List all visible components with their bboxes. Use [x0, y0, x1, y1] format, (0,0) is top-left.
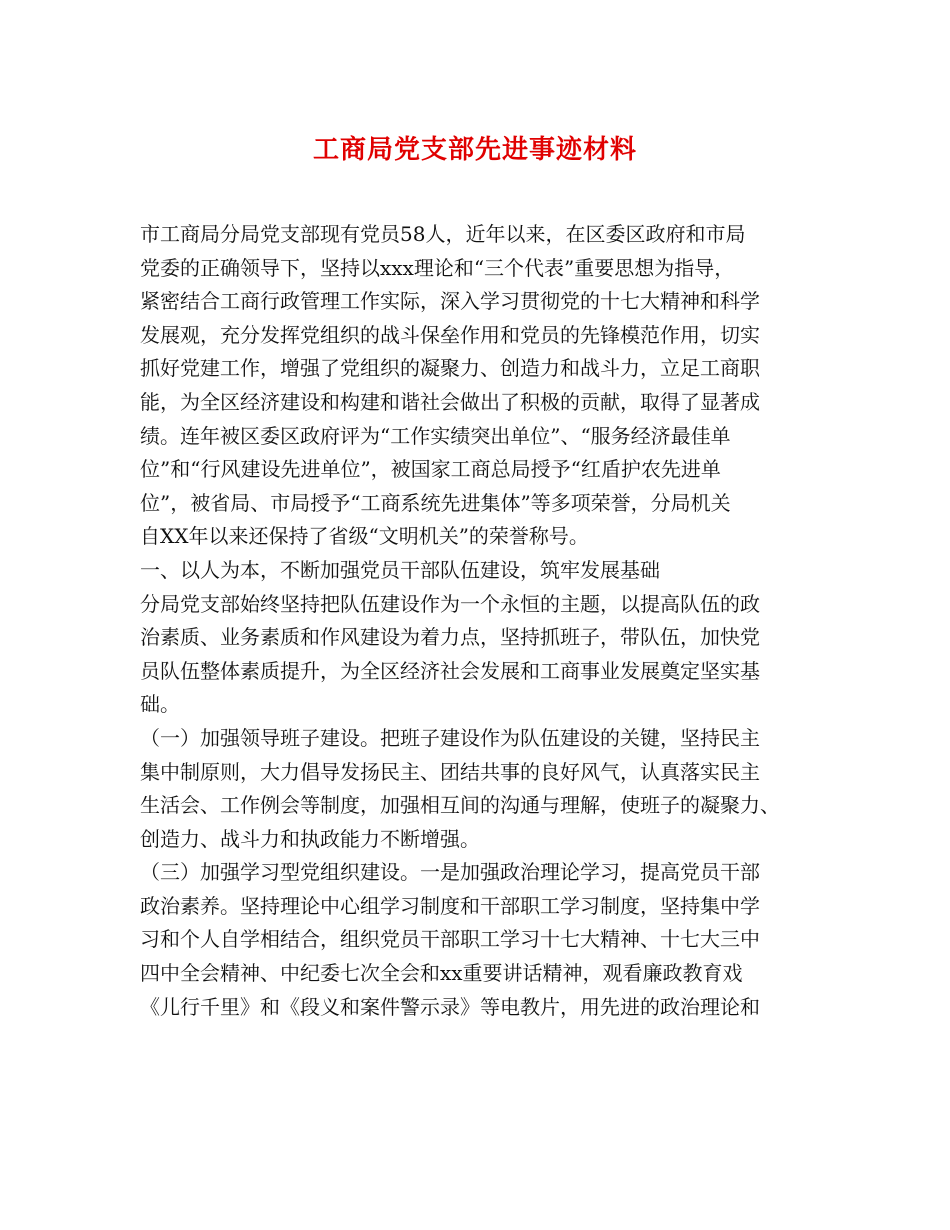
body-line: 位”和“行风建设先进单位”，被国家工商总局授予“红盾护农先进单 — [140, 457, 721, 482]
subsection-line: （三）加强学习型党组织建设。一是加强政治理论学习，提高党员干部 — [140, 860, 760, 885]
section-heading: 一、以人为本，不断加强党员干部队伍建设，筑牢发展基础 — [140, 557, 660, 582]
body-line: 绩。连年被区委区政府评为“工作实绩突出单位”、“服务经济最佳单 — [140, 423, 731, 448]
body-line: 《儿行千里》和《段义和案件警示录》等电教片，用先进的政治理论和 — [140, 994, 760, 1019]
subsection-line: （一）加强领导班子建设。把班子建设作为队伍建设的关键，坚持民主 — [140, 725, 760, 750]
body-line: 能，为全区经济建设和构建和谐社会做出了积极的贡献，取得了显著成 — [140, 389, 760, 414]
body-line: 四中全会精神、中纪委七次全会和xx重要讲话精神，观看廉政教育戏 — [140, 961, 743, 986]
body-line: 抓好党建工作，增强了党组织的凝聚力、创造力和战斗力，立足工商职 — [140, 356, 760, 381]
body-line: 市工商局分局党支部现有党员58人，近年以来，在区委区政府和市局 — [140, 222, 746, 246]
document-body — [140, 218, 830, 1024]
document-title: 工商局党支部先进事迹材料 — [312, 135, 637, 165]
body-line: 紧密结合工商行政管理工作实际，深入学习贯彻党的十七大精神和科学 — [140, 289, 760, 314]
body-line: 生活会、工作例会等制度，加强相互间的沟通与理解，使班子的凝聚力、 — [140, 793, 780, 818]
body-line: 治素质、业务素质和作风建设为着力点，坚持抓班子，带队伍，加快党 — [140, 625, 760, 650]
body-line: 创造力、战斗力和执政能力不断增强。 — [140, 826, 480, 851]
body-line: 自XX年以来还保持了省级“文明机关”的荣誉称号。 — [140, 524, 589, 549]
body-line: 党委的正确领导下，坚持以xxx理论和“三个代表”重要思想为指导， — [140, 255, 735, 280]
body-line: 位”，被省局、市局授予“工商系统先进集体”等多项荣誉，分局机关 — [140, 490, 731, 515]
body-line: 员队伍整体素质提升，为全区经济社会发展和工商事业发展奠定坚实基 — [140, 658, 760, 683]
body-line: 政治素养。坚持理论中心组学习制度和干部职工学习制度，坚持集中学 — [140, 893, 760, 918]
body-line: 集中制原则，大力倡导发扬民主、团结共事的良好风气，认真落实民主 — [140, 759, 760, 784]
body-line: 分局党支部始终坚持把队伍建设作为一个永恒的主题，以提高队伍的政 — [140, 591, 760, 616]
body-line: 础。 — [140, 692, 180, 717]
body-line: 发展观，充分发挥党组织的战斗保垒作用和党员的先锋模范作用，切实 — [140, 322, 760, 347]
body-line: 习和个人自学相结合，组织党员干部职工学习十七大精神、十七大三中 — [140, 927, 760, 952]
